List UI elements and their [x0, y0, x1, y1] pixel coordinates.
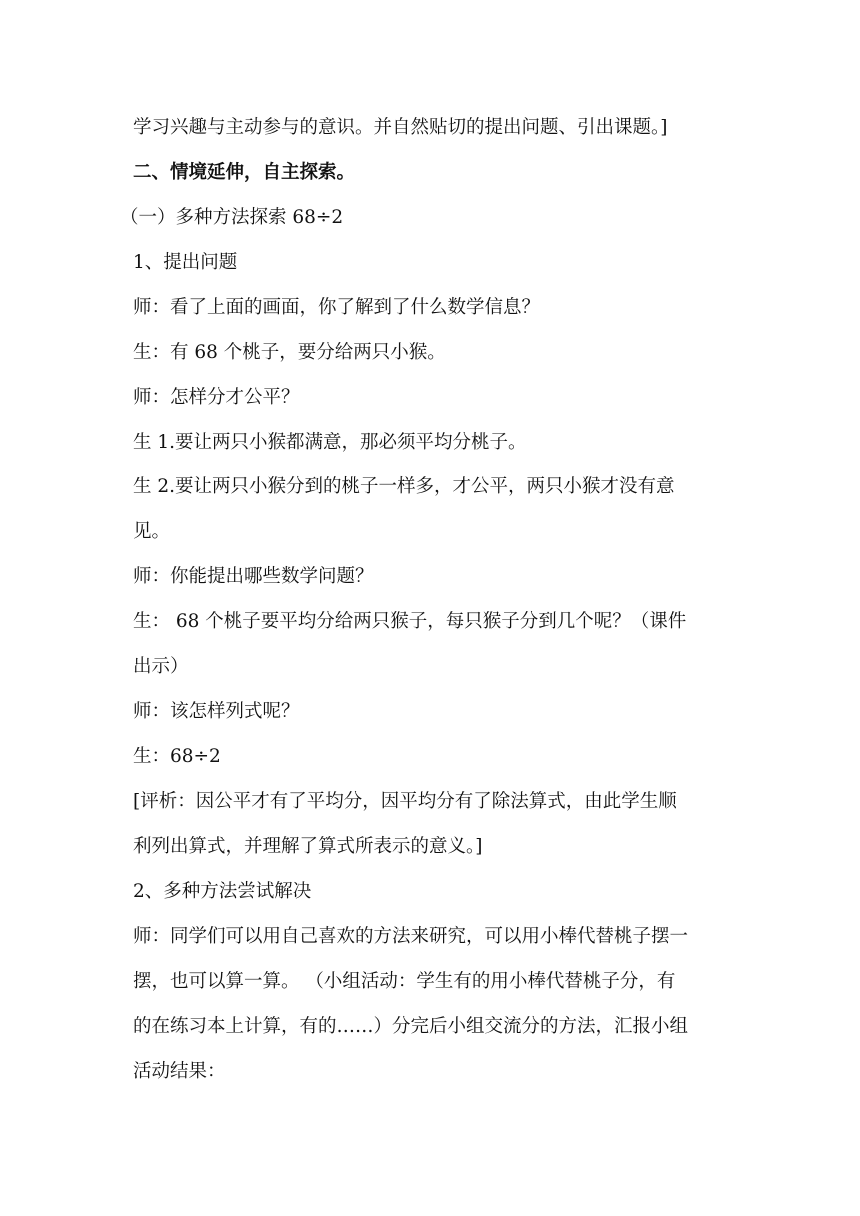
commentary-line: [评析：因公平才有了平均分，因平均分有了除法算式，由此学生顺 — [133, 791, 677, 812]
step-heading: 2、多种方法尝试解决 — [133, 881, 312, 902]
paragraph-line: 师：你能提出哪些数学问题？ — [133, 566, 374, 587]
paragraph-line: 师：同学们可以用自己喜欢的方法来研究，可以用小棒代替桃子摆一 — [133, 926, 689, 947]
paragraph-line: 师：看了上面的画面，你了解到了什么数学信息？ — [133, 297, 541, 318]
step-heading: 1、提出问题 — [133, 252, 238, 273]
paragraph-line: 的在练习本上计算，有的……）分完后小组交流分的方法，汇报小组 — [133, 1016, 689, 1037]
paragraph-line: 生：68÷2 — [133, 746, 221, 767]
paragraph-line: 出示） — [133, 656, 189, 677]
paragraph-line: 摆，也可以算一算。 （小组活动：学生有的用小棒代替桃子分，有 — [133, 971, 676, 992]
paragraph-line: 师：怎样分才公平？ — [133, 387, 300, 408]
paragraph-line: 活动结果： — [133, 1061, 226, 1082]
paragraph-line: 学习兴趣与主动参与的意识。并自然贴切的提出问题、引出课题。] — [133, 117, 668, 138]
paragraph-line: 生 1.要让两只小猴都满意，那必须平均分桃子。 — [133, 432, 527, 453]
subsection-heading: （一）多种方法探索 68÷2 — [120, 207, 344, 228]
paragraph-line: 生： 68 个桃子要平均分给两只猴子，每只猴子分到几个呢？（课件 — [133, 611, 687, 632]
paragraph-line: 生：有 68 个桃子，要分给两只小猴。 — [133, 342, 446, 363]
paragraph-line: 生 2.要让两只小猴分到的桃子一样多，才公平，两只小猴才没有意 — [133, 476, 675, 497]
commentary-line: 利列出算式，并理解了算式所表示的意义。] — [133, 836, 483, 857]
paragraph-line: 师：该怎样列式呢？ — [133, 701, 300, 722]
paragraph-line: 见。 — [133, 521, 171, 542]
section-heading: 二、情境延伸，自主探索。 — [133, 162, 356, 183]
